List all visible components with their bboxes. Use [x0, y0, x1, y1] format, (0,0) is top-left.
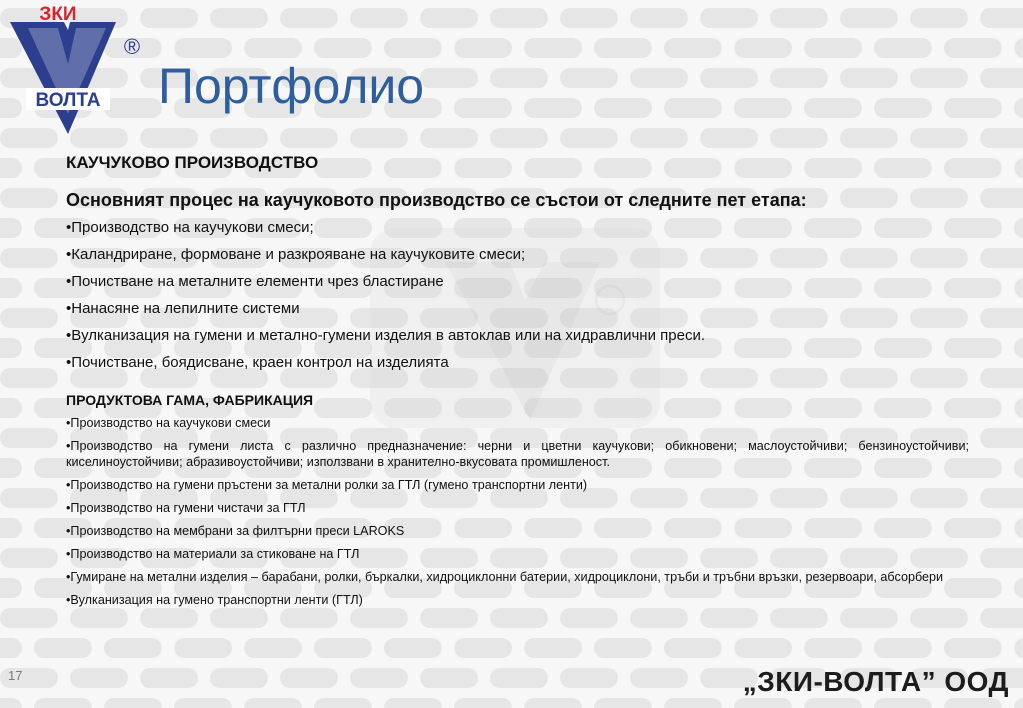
section2-heading: ПРОДУКТОВА ГАМА, ФАБРИКАЦИЯ [66, 392, 314, 408]
list-item: •Вулканизация на гумено транспортни ленти (ГТЛ) [66, 593, 363, 607]
list-item: •Производство на каучукови смеси [66, 416, 271, 430]
list-item: •Каландриране, формоване и разкрояване на каучуковите смеси; [66, 246, 526, 263]
registered-mark: ® [123, 34, 141, 59]
section2-list [66, 415, 969, 608]
list-item: •Нанасяне на лепилните системи [66, 300, 300, 317]
list-item: •Производство на гумени чистачи за ГТЛ [66, 501, 306, 515]
list-item: •Производство на мембрани за филтърни преси LAROKS [66, 524, 405, 538]
logo-bottom-text: ВОЛТА [35, 90, 101, 111]
logo-top-text: ЗКИ [39, 4, 77, 25]
list-item: •Вулканизация на гумени и метално-гумени изделия в автоклав или на хидравлични преси. [66, 327, 705, 344]
list-item: •Почистване на металните елементи чрез бластиране [66, 273, 444, 290]
company-logo [6, 2, 156, 138]
list-item: •Производство на гумени пръстени за метални ролки за ГТЛ (гумено транспортни ленти) [66, 478, 588, 492]
content [66, 152, 969, 615]
section1-heading: КАУЧУКОВО ПРОИЗВОДСТВО [66, 153, 319, 172]
page-title: Портфолио [158, 58, 425, 114]
list-item: •Производство на гумени листа с различно предназначение: черни и цветни каучукови; обикновени; маслоустойчиви; бензиноустойчиви; киселиноустойчиви; абразивоустойчиви; използвани в хранително-вкусовата промишленост. [66, 439, 969, 469]
list-item: •Почистване, боядисване, краен контрол на изделията [66, 354, 449, 371]
list-item: •Производство на каучукови смеси; [66, 219, 314, 236]
company-name: „ЗКИ-ВОЛТА” ООД [742, 666, 1009, 697]
page-number: 17 [8, 668, 23, 683]
list-item: •Производство на материали за стиковане на ГТЛ [66, 547, 360, 561]
section1-intro: Основният процес на каучуковото производство се състои от следните пет етапа: [66, 190, 807, 210]
list-item: •Гумиране на метални изделия – барабани, ролки, бъркалки, хидроциклонни батерии, хидроциклони, тръби и тръбни връзки, резервоари, абсорбери [66, 570, 944, 584]
section1-list [66, 218, 969, 373]
